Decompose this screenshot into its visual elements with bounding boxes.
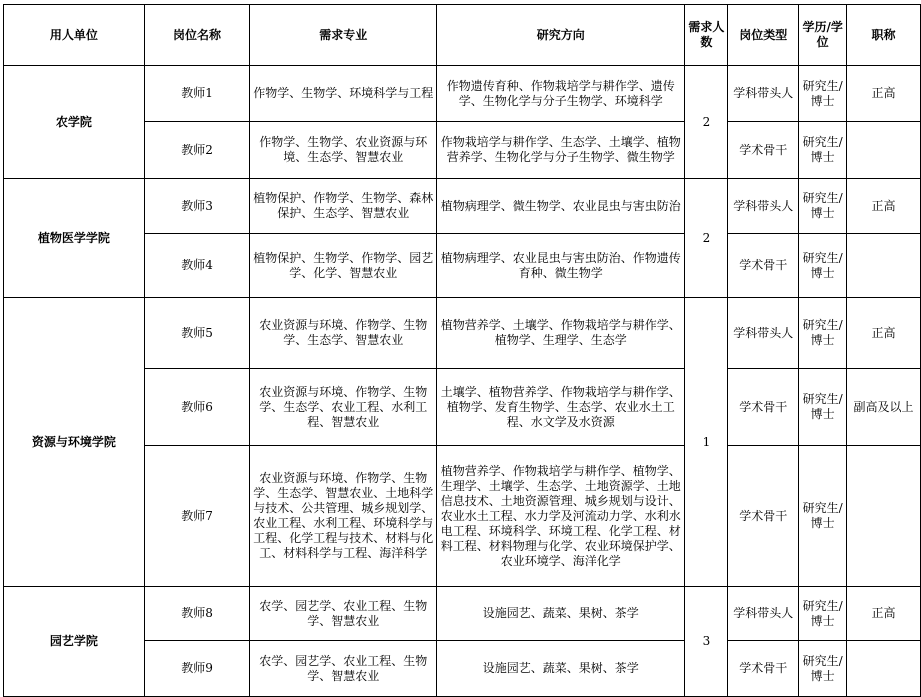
research-cell: 土壤学、植物营养学、作物栽培学与耕作学、植物学、发育生物学、生态学、农业水土工程、水文学及水资源 <box>437 369 685 446</box>
unit-name: 资源与环境学院 <box>4 298 145 587</box>
degree-cell: 研究生/博士 <box>799 369 847 446</box>
post-name: 教师6 <box>144 369 250 446</box>
table-row <box>4 587 921 641</box>
major-cell: 农业资源与环境、作物学、生物学、生态学、农业工程、水利工程、智慧农业 <box>250 369 437 446</box>
header-post-type: 岗位类型 <box>728 5 799 66</box>
header-count: 需求人数 <box>685 5 728 66</box>
post-name: 教师3 <box>144 179 250 234</box>
post-name: 教师4 <box>144 234 250 298</box>
post-type-cell: 学术骨干 <box>728 234 799 298</box>
table-row <box>4 66 921 122</box>
post-name: 教师9 <box>144 641 250 697</box>
degree-cell: 研究生/博士 <box>799 122 847 179</box>
post-type-cell: 学科带头人 <box>728 66 799 122</box>
count-cell: 3 <box>685 587 728 697</box>
research-cell: 设施园艺、蔬菜、果树、茶学 <box>437 587 685 641</box>
major-cell: 农业资源与环境、作物学、生物学、生态学、智慧农业 <box>250 298 437 369</box>
count-cell: 2 <box>685 179 728 298</box>
title-cell: 正高 <box>847 587 921 641</box>
header-major: 需求专业 <box>250 5 437 66</box>
degree-cell: 研究生/博士 <box>799 234 847 298</box>
title-cell <box>847 446 921 587</box>
post-type-cell: 学科带头人 <box>728 179 799 234</box>
header-title: 职称 <box>847 5 921 66</box>
recruitment-table <box>3 4 921 697</box>
post-type-cell: 学科带头人 <box>728 298 799 369</box>
post-type-cell: 学术骨干 <box>728 122 799 179</box>
research-cell: 植物病理学、微生物学、农业昆虫与害虫防治 <box>437 179 685 234</box>
post-type-cell: 学术骨干 <box>728 369 799 446</box>
header-row <box>4 5 921 66</box>
degree-cell: 研究生/博士 <box>799 179 847 234</box>
title-cell: 副高及以上 <box>847 369 921 446</box>
count-cell: 1 <box>685 298 728 587</box>
header-degree: 学历/学位 <box>799 5 847 66</box>
research-cell: 作物栽培学与耕作学、生态学、土壤学、植物营养学、生物化学与分子生物学、微生物学 <box>437 122 685 179</box>
major-cell: 植物保护、生物学、作物学、园艺学、化学、智慧农业 <box>250 234 437 298</box>
post-name: 教师2 <box>144 122 250 179</box>
major-cell: 作物学、生物学、环境科学与工程 <box>250 66 437 122</box>
major-cell: 植物保护、作物学、生物学、森林保护、生态学、智慧农业 <box>250 179 437 234</box>
unit-name: 农学院 <box>4 66 145 179</box>
degree-cell: 研究生/博士 <box>799 298 847 369</box>
major-cell: 农学、园艺学、农业工程、生物学、智慧农业 <box>250 587 437 641</box>
title-cell: 正高 <box>847 179 921 234</box>
post-type-cell: 学术骨干 <box>728 641 799 697</box>
research-cell: 植物病理学、农业昆虫与害虫防治、作物遗传育种、微生物学 <box>437 234 685 298</box>
degree-cell: 研究生/博士 <box>799 446 847 587</box>
title-cell <box>847 641 921 697</box>
post-type-cell: 学科带头人 <box>728 587 799 641</box>
research-cell: 植物营养学、作物栽培学与耕作学、植物学、生理学、土壤学、生态学、土地资源学、土地信息技术、土地资源管理、城乡规划与设计、农业水土工程、水力学及河流动力学、水利水电工程、环境科学、环境工程、化学工程、材料工程、材料物理与化学、农业环境保护学、农业环境学、海洋化学 <box>437 446 685 587</box>
degree-cell: 研究生/博士 <box>799 587 847 641</box>
title-cell <box>847 122 921 179</box>
header-unit: 用人单位 <box>4 5 145 66</box>
post-name: 教师8 <box>144 587 250 641</box>
table-row <box>4 179 921 234</box>
table-row <box>4 298 921 369</box>
unit-name: 植物医学学院 <box>4 179 145 298</box>
unit-name: 园艺学院 <box>4 587 145 697</box>
research-cell: 作物遗传育种、作物栽培学与耕作学、遗传学、生物化学与分子生物学、环境科学 <box>437 66 685 122</box>
post-name: 教师1 <box>144 66 250 122</box>
header-research: 研究方向 <box>437 5 685 66</box>
major-cell: 作物学、生物学、农业资源与环境、生态学、智慧农业 <box>250 122 437 179</box>
title-cell: 正高 <box>847 66 921 122</box>
major-cell: 农业资源与环境、作物学、生物学、生态学、智慧农业、土地科学与技术、公共管理、城乡规划学、农业工程、水利工程、环境科学与工程、化学工程与技术、材料与化工、材料科学与工程、海洋科学 <box>250 446 437 587</box>
count-cell: 2 <box>685 66 728 179</box>
research-cell: 植物营养学、土壤学、作物栽培学与耕作学、植物学、生理学、生态学 <box>437 298 685 369</box>
header-post-name: 岗位名称 <box>144 5 250 66</box>
post-name: 教师7 <box>144 446 250 587</box>
title-cell: 正高 <box>847 298 921 369</box>
post-type-cell: 学术骨干 <box>728 446 799 587</box>
research-cell: 设施园艺、蔬菜、果树、茶学 <box>437 641 685 697</box>
major-cell: 农学、园艺学、农业工程、生物学、智慧农业 <box>250 641 437 697</box>
title-cell <box>847 234 921 298</box>
post-name: 教师5 <box>144 298 250 369</box>
degree-cell: 研究生/博士 <box>799 641 847 697</box>
degree-cell: 研究生/博士 <box>799 66 847 122</box>
